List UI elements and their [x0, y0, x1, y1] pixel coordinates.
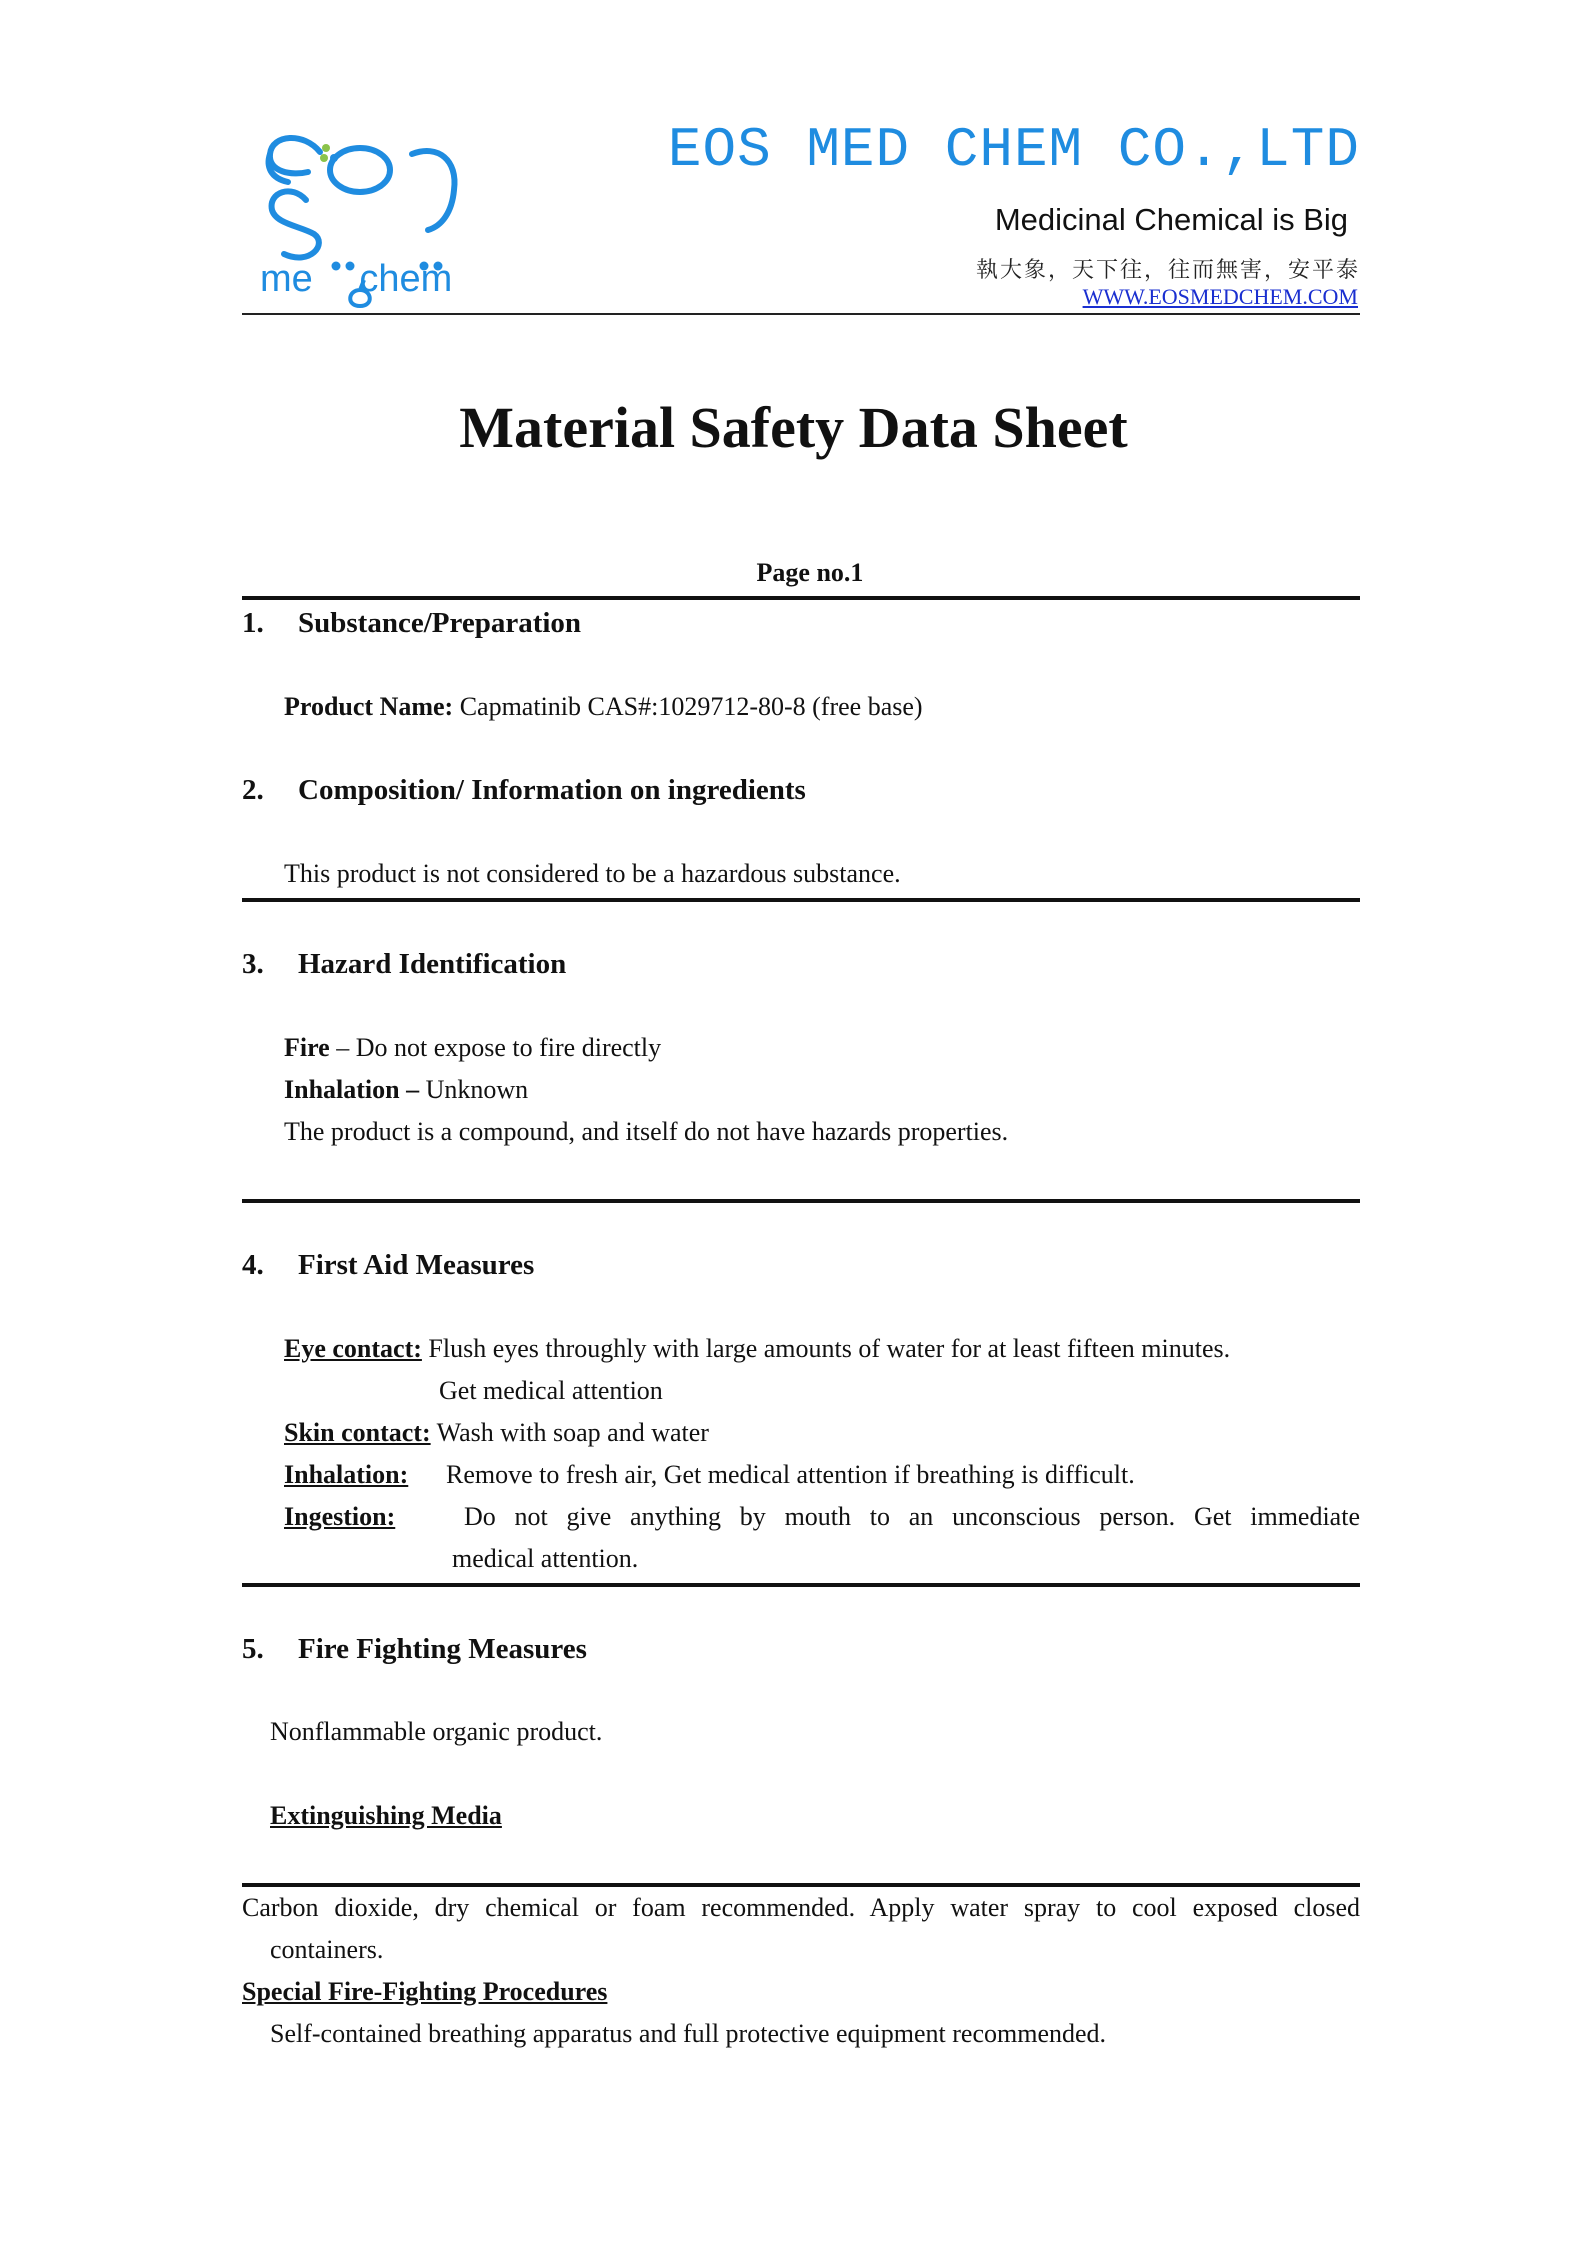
- skin-contact-text: Wash with soap and water: [430, 1418, 709, 1447]
- inhalation-text: Remove to fresh air, Get medical attention if breathing is difficult.: [446, 1460, 1135, 1489]
- extinguishing-media-text: Carbon dioxide, dry chemical or foam recommended. Apply water spray to cool exposed closed: [242, 1893, 1360, 1922]
- fire-text: – Do not expose to fire directly: [329, 1033, 662, 1062]
- section-divider: [242, 1883, 1360, 1887]
- company-name: EOS MED CHEM CO.,LTD: [667, 118, 1360, 182]
- extinguishing-media-text-cont: containers.: [270, 1935, 384, 1964]
- skin-contact-line: [284, 1418, 709, 1448]
- inhalation-line: [284, 1460, 408, 1490]
- page-number: Page no.1: [756, 558, 864, 587]
- section-4-number: 4.: [242, 1249, 264, 1281]
- section-3-title: Hazard Identification: [298, 948, 567, 980]
- skin-contact-label: Skin contact:: [284, 1418, 431, 1447]
- section-4-title: First Aid Measures: [298, 1249, 535, 1281]
- section-2-title: Composition/ Information on ingredients: [298, 774, 806, 806]
- inhalation-label: Inhalation:: [284, 1460, 409, 1489]
- inhalation-hazard-label: Inhalation –: [284, 1075, 420, 1104]
- hazard-note: The product is a compound, and itself do not have hazards properties.: [284, 1117, 1009, 1146]
- composition-text: This product is not considered to be a hazardous substance.: [284, 859, 901, 888]
- section-divider: [242, 1583, 1360, 1587]
- product-name-label: Product Name:: [284, 692, 454, 721]
- product-name-value: Capmatinib CAS#:1029712-80-8 (free base): [453, 692, 923, 721]
- section-5-number: 5.: [242, 1633, 264, 1665]
- special-procedures-text: Self-contained breathing apparatus and full protective equipment recommended.: [270, 2019, 1107, 2048]
- section-1-title: Substance/Preparation: [298, 607, 582, 639]
- section-3-number: 3.: [242, 948, 264, 980]
- eye-contact-label: Eye contact:: [284, 1334, 422, 1363]
- document-title: Material Safety Data Sheet: [459, 395, 1128, 460]
- ingestion-text: Do not give anything by mouth to an unconscious person. Get immediate: [464, 1502, 1360, 1531]
- ingestion-label: Ingestion:: [284, 1502, 396, 1531]
- header-divider: [242, 313, 1360, 315]
- section-5-title: Fire Fighting Measures: [298, 1633, 587, 1665]
- eye-contact-text-cont: Get medical attention: [439, 1376, 663, 1405]
- company-logo: [262, 120, 492, 310]
- eye-contact-text: Flush eyes throughly with large amounts of water for at least fifteen minutes.: [421, 1334, 1231, 1363]
- section-divider: [242, 1199, 1360, 1203]
- inhalation-hazard-text: Unknown: [419, 1075, 529, 1104]
- section-divider: [242, 898, 1360, 902]
- special-procedures-heading: Special Fire-Fighting Procedures: [242, 1977, 608, 2006]
- section-2-number: 2.: [242, 774, 264, 806]
- extinguishing-media-heading: Extinguishing Media: [270, 1801, 502, 1830]
- ingestion-text-cont: medical attention.: [452, 1544, 639, 1573]
- company-motto: 執大象，天下往，往而無害，安平泰: [975, 258, 1360, 283]
- inhalation-hazard-line: [284, 1075, 528, 1105]
- fire-label: Fire: [284, 1033, 330, 1062]
- section-divider: [242, 596, 1360, 600]
- company-tagline: Medicinal Chemical is Big: [994, 202, 1348, 237]
- ingestion-label-wrap: [284, 1502, 395, 1532]
- fire-line: [284, 1033, 661, 1063]
- website-link[interactable]: WWW.EOSMEDCHEM.COM: [1082, 284, 1358, 309]
- fire-fighting-text: Nonflammable organic product.: [270, 1717, 603, 1746]
- product-name-line: [284, 692, 923, 722]
- section-1-number: 1.: [242, 607, 264, 639]
- logo-wordmark: me chem: [260, 258, 453, 300]
- eye-contact-line: [284, 1334, 1230, 1364]
